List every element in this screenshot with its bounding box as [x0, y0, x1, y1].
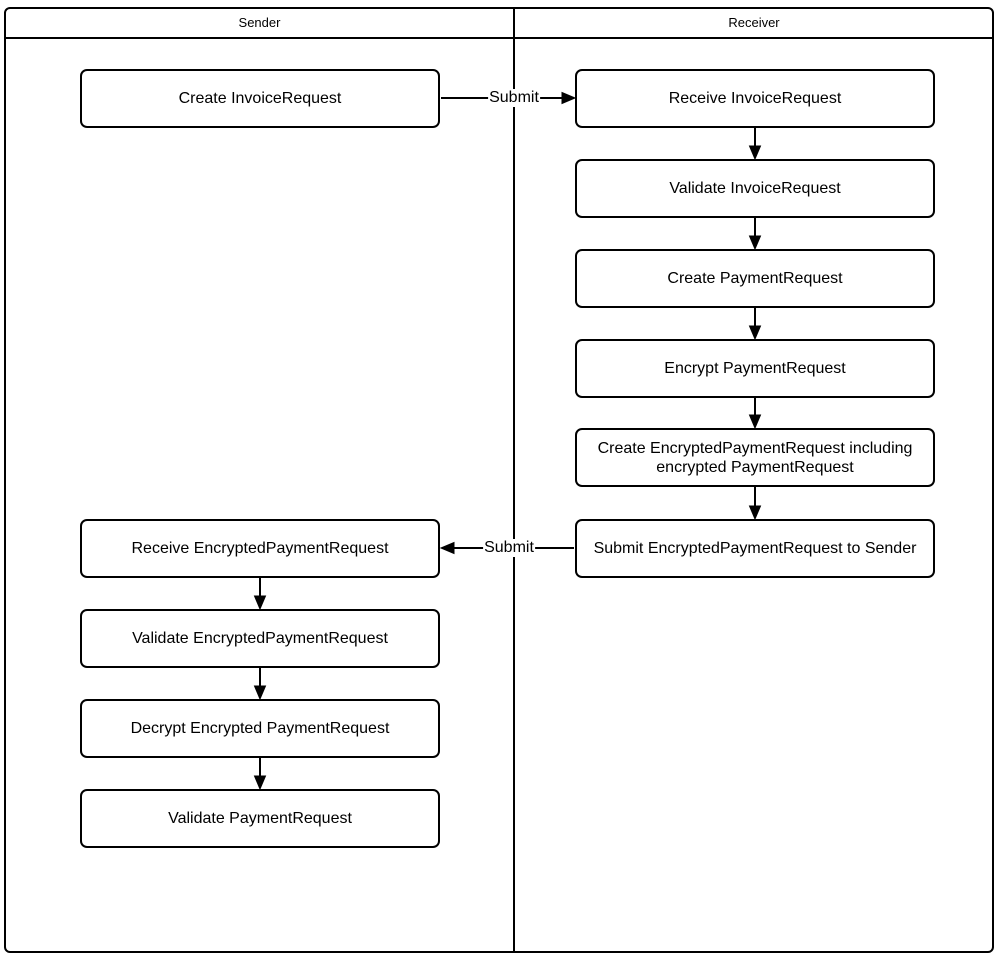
edge-create-payment-to-encrypt	[750, 308, 761, 339]
node-receive-invoicerequest: Receive InvoiceRequest	[575, 69, 935, 128]
node-encrypt-paymentrequest: Encrypt PaymentRequest	[575, 339, 935, 398]
edge-validate-invoice-to-create-payment	[750, 218, 761, 249]
edge-receive-epr-to-validate-epr	[255, 578, 266, 609]
node-validate-encryptedpaymentrequest: Validate EncryptedPaymentRequest	[80, 609, 440, 668]
edge-label-submit-1: Submit	[489, 89, 539, 106]
node-create-encryptedpaymentrequest: Create EncryptedPaymentRequest including encrypted PaymentRequest	[575, 428, 935, 487]
node-submit-encryptedpaymentrequest: Submit EncryptedPaymentRequest to Sender	[575, 519, 935, 578]
edge-create-encrypted-to-submit	[750, 487, 761, 519]
node-create-invoicerequest: Create InvoiceRequest	[80, 69, 440, 128]
edge-validate-epr-to-decrypt	[255, 668, 266, 699]
node-validate-invoicerequest: Validate InvoiceRequest	[575, 159, 935, 218]
edge-encrypt-to-create-encrypted	[750, 398, 761, 428]
node-validate-paymentrequest: Validate PaymentRequest	[80, 789, 440, 848]
lane-title-sender: Sender	[238, 15, 281, 30]
edge-label-submit-2: Submit	[484, 539, 534, 556]
node-receive-encryptedpaymentrequest: Receive EncryptedPaymentRequest	[80, 519, 440, 578]
node-create-paymentrequest: Create PaymentRequest	[575, 249, 935, 308]
edge-receive-to-validate-invoice	[750, 128, 761, 159]
node-decrypt-encrypted-paymentrequest: Decrypt Encrypted PaymentRequest	[80, 699, 440, 758]
lane-title-receiver: Receiver	[728, 15, 780, 30]
edge-decrypt-to-validate-payment	[255, 758, 266, 789]
